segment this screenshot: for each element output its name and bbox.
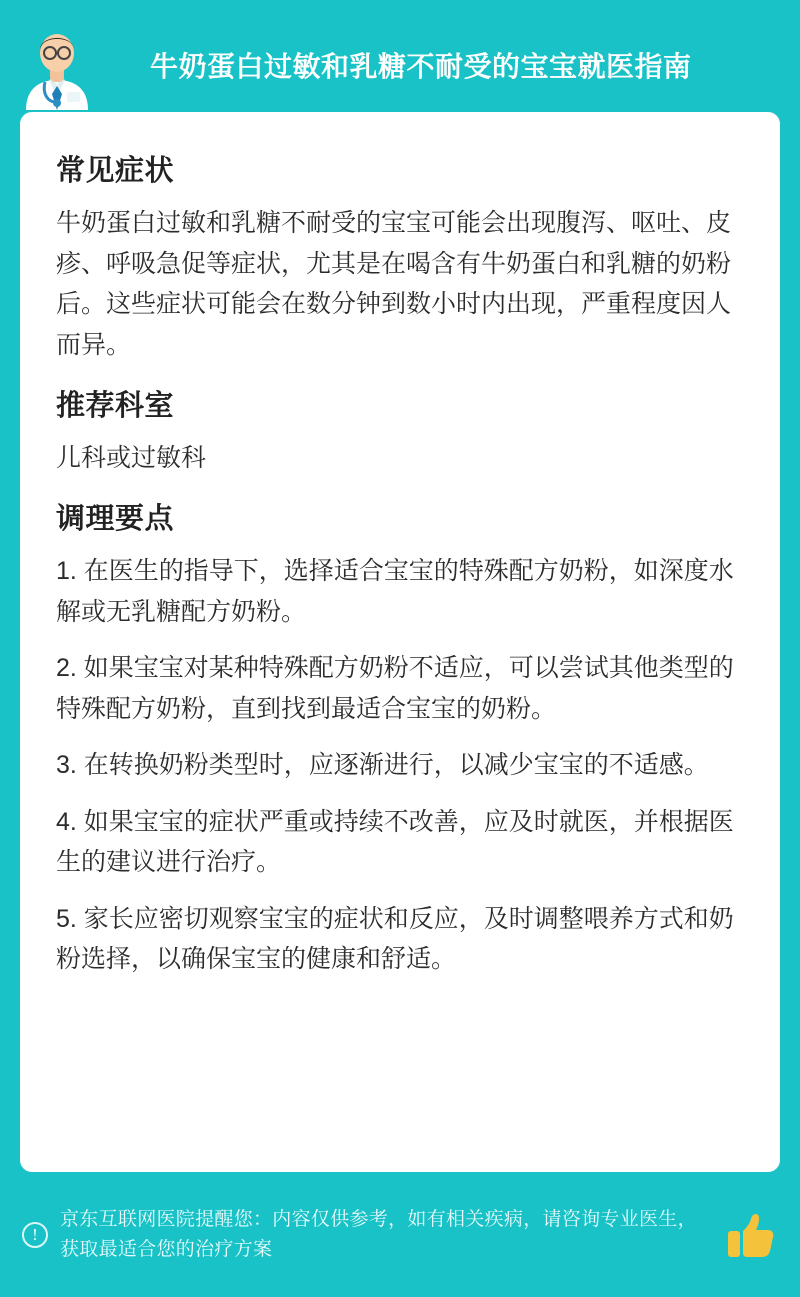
disclaimer-text: 京东互联网医院提醒您：内容仅供参考，如有相关疾病，请咨询专业医生，获取最适合您的治疗方案 xyxy=(60,1209,697,1260)
list-item: 3. 在转换奶粉类型时，应逐渐进行，以减少宝宝的不适感。 xyxy=(56,751,709,779)
section-title-care: 调理要点 xyxy=(56,503,175,535)
symptoms-text: 牛奶蛋白过敏和乳糖不耐受的宝宝可能会出现腹泻、呕吐、皮疹、呼吸急促等症状，尤其是在喝含有牛奶蛋白和乳糖的奶粉后。这些症状可能会在数分钟到数小时内出现，严重程度因人而异。 xyxy=(56,209,732,359)
section-title-symptoms: 常见症状 xyxy=(56,155,175,187)
footer-disclaimer-bar xyxy=(0,1172,800,1297)
list-item: 1. 在医生的指导下，选择适合宝宝的特殊配方奶粉，如深度水解或无乳糖配方奶粉。 xyxy=(56,557,734,626)
page-header xyxy=(0,0,800,112)
content-card xyxy=(20,112,780,1172)
thumbs-up-icon[interactable] xyxy=(722,1207,778,1263)
department-text: 儿科或过敏科 xyxy=(56,444,207,472)
page-title: 牛奶蛋白过敏和乳糖不耐受的宝宝就医指南 xyxy=(150,51,692,82)
info-icon: ! xyxy=(22,1222,48,1248)
doctor-avatar-icon xyxy=(18,26,96,110)
list-item: 2. 如果宝宝对某种特殊配方奶粉不适应，可以尝试其他类型的特殊配方奶粉，直到找到最适合宝宝的奶粉。 xyxy=(56,654,734,723)
list-item: 4. 如果宝宝的症状严重或持续不改善，应及时就医，并根据医生的建议进行治疗。 xyxy=(56,807,734,876)
list-item: 5. 家长应密切观察宝宝的症状和反应，及时调整喂养方式和奶粉选择，以确保宝宝的健康和舒适。 xyxy=(56,904,734,973)
section-title-department: 推荐科室 xyxy=(56,390,175,422)
care-points-list xyxy=(56,551,744,980)
